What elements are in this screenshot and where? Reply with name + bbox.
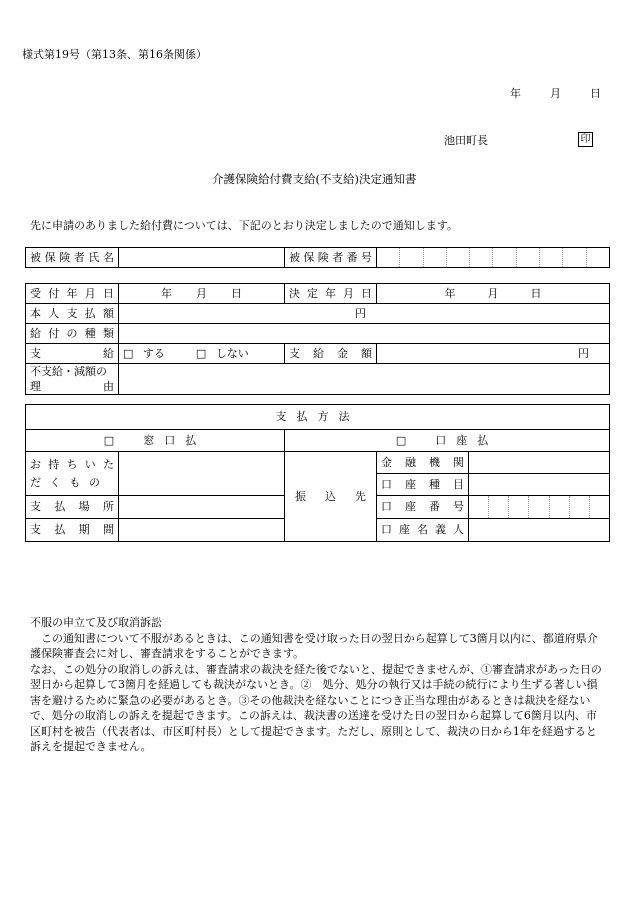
window-payment-checkbox[interactable]: □	[103, 433, 115, 447]
paid-amount-label: 支給金額	[285, 344, 377, 364]
payment-place-value[interactable]	[119, 496, 285, 519]
decision-table	[25, 283, 610, 395]
reason-label: 不支給・減額の 理 由	[26, 364, 119, 395]
received-date-value[interactable]: 年 月 日	[119, 284, 285, 304]
appeal-paragraph-2: なお、この処分の取消しの訴えは、審査請求の裁決を経た後でないと、提起できませんが、①審査請求があった日の翌日から起算して3箇月を経過しても裁決がないとき。② 処分、処分の執行又は手続の続行により生ずる著しい損害を避けるために緊急の必要があるとき。③その他裁決を経ないことにつき正当な理由があるときは裁決を経ないで、処分の取消しの訴えを提起できます。この訴えは、裁決書の送達を受けた日の翌日から起算して6箇月以内、市区町村を被告（代表者は、市区町村長）として提起できます。ただし、原則として、裁決の日から1年を経過すると訴えを提起できません。	[30, 662, 602, 753]
issue-date	[510, 87, 601, 100]
paid-amount-yen: 円	[578, 346, 589, 360]
insured-number-label: 被保険者番号	[285, 248, 377, 268]
self-paid-label: 本人支払額	[26, 304, 119, 324]
bank-label: 金融機関	[377, 452, 469, 474]
pay-no-checkbox[interactable]: □	[195, 346, 207, 360]
bring-items-value[interactable]	[119, 452, 285, 496]
account-holder-value[interactable]	[469, 519, 610, 542]
account-type-label: 口座種目	[377, 474, 469, 496]
reason-value[interactable]	[119, 364, 610, 395]
self-paid-yen: 円	[355, 307, 366, 320]
seal-text: 印	[578, 132, 593, 147]
insured-name-label: 被保険者氏名	[26, 248, 119, 268]
date-day: 日	[590, 87, 601, 100]
benefit-kind-label: 給付の種類	[26, 324, 119, 344]
payment-place-label: 支払場所	[26, 496, 119, 519]
account-number-value[interactable]	[469, 496, 610, 519]
intro-text: 先に申請のありました給付費については、下記のとおり決定しましたので通知します。	[30, 219, 458, 232]
date-year: 年	[510, 87, 521, 100]
insured-name-value[interactable]	[119, 248, 285, 268]
decided-date-label: 決定年月日	[285, 284, 377, 304]
seal-mark	[578, 132, 593, 147]
paid-amount-value[interactable]	[377, 344, 610, 364]
payment-method-heading: 支払方法	[26, 405, 610, 430]
insured-number-value[interactable]	[377, 248, 610, 268]
window-payment-label: 窓口払	[143, 433, 207, 447]
payment-decision-options	[119, 344, 285, 364]
pay-no-label: しない	[215, 346, 249, 360]
appeal-paragraph-1: この通知書について不服があるときは、この通知書を受け取った日の翌日から起算して3箇月以内に、都道府県介護保険審査会に対し、審査請求をすることができます。	[30, 631, 598, 660]
account-payment-option[interactable]	[285, 430, 610, 452]
payment-period-label: 支払期間	[26, 519, 119, 542]
payment-method-table	[25, 404, 610, 542]
bring-items-label: お持ちいた だくもの	[26, 452, 119, 496]
form-number: 様式第19号（第13条、第16条関係）	[22, 48, 207, 61]
issuer-name: 池田町長	[444, 134, 488, 147]
account-number-label: 口座番号	[377, 496, 469, 519]
account-payment-checkbox[interactable]: □	[395, 433, 407, 447]
payment-period-value[interactable]	[119, 519, 285, 542]
decided-date-value[interactable]: 年 月 日	[377, 284, 610, 304]
pay-yes-label: する	[142, 346, 165, 360]
insured-table	[25, 247, 610, 268]
transfer-label: 振込先	[285, 452, 377, 542]
pay-yes-checkbox[interactable]: □	[123, 346, 134, 360]
account-holder-label: 口座名義人	[377, 519, 469, 542]
appeal-heading: 不服の申立て及び取消訴訟	[30, 616, 162, 629]
appeal-notice	[30, 615, 606, 755]
bank-value[interactable]	[469, 452, 610, 474]
payment-decision-label: 支 給	[26, 344, 119, 364]
benefit-kind-value[interactable]	[119, 324, 610, 344]
date-month: 月	[550, 87, 561, 100]
received-date-label: 受付年月日	[26, 284, 119, 304]
document-title: 介護保険給付費支給(不支給)決定通知書	[212, 172, 417, 186]
self-paid-value[interactable]	[119, 304, 610, 324]
account-type-value[interactable]	[469, 474, 610, 496]
account-payment-label: 口座払	[435, 433, 499, 447]
window-payment-option[interactable]	[26, 430, 285, 452]
